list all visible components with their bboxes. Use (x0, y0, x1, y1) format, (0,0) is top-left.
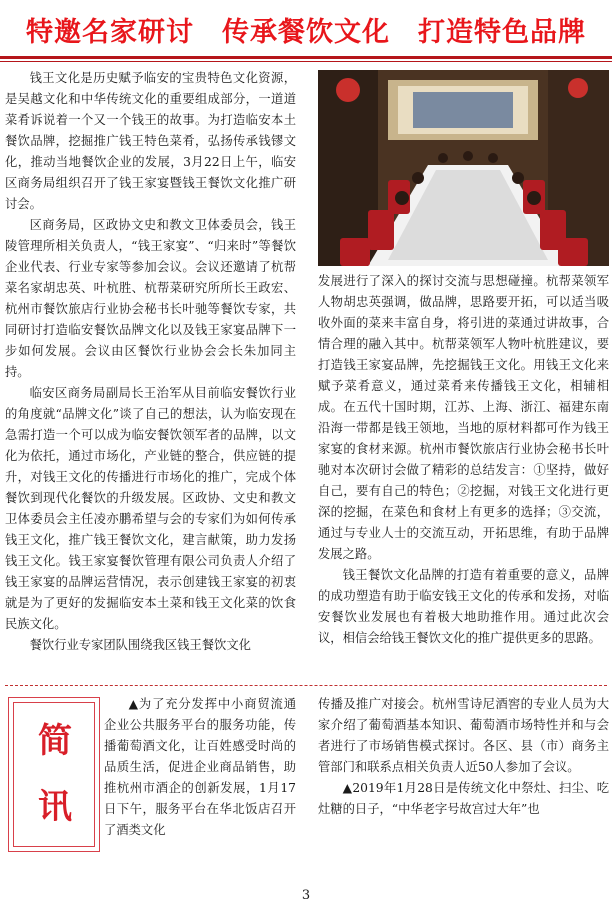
headline-part-1: 特邀名家研讨 (26, 17, 194, 48)
news-item: ▲2019年1月28日是传统文化中祭灶、扫尘、吃灶糖的日子，“中华老字号故宫过大年”也 (318, 781, 609, 816)
news-brief-char-2: 讯 (38, 787, 72, 827)
headline-part-2: 传承餐饮文化 (222, 17, 390, 48)
news-brief-label (8, 697, 100, 852)
article-paragraph: 区商务局，区政协文史和教文卫体委员会，钱王陵管理所相关负责人，“钱王家宴”、“归来时”等餐饮企业代表、行业专家等参加会议。会议还邀请了杭帮菜名家胡忠英、叶杭胜、杭帮菜研究所所长王政宏、杭州市餐饮旅店行业协会秘书长叶驰等餐饮专家，共同研讨打造临安餐饮品牌文化以及钱王家宴品牌下一步如何发展。会议由区餐饮行业协会会长朱加同主持。 (5, 218, 296, 379)
news-brief-label-frame (13, 702, 95, 847)
article-paragraph: 钱王餐饮文化品牌的打造有着重要的意义，品牌的成功塑造有助于临安钱王文化的传承和发扬，对临安餐饮业发展也有着极大地助推作用。通过此次会议，相信会给钱王餐饮文化的推广提供更多的思路。 (318, 568, 609, 645)
meeting-room-photo-icon (318, 70, 609, 266)
article-paragraph: 发展进行了深入的探讨交流与思想碰撞。杭帮菜领军人物胡忠英强调，做品牌，思路要开拓，可以适当吸收外面的菜来丰富自身，将引进的菜通过讲故事，合情合理的融入其中。杭帮菜领军人物叶杭胜建议，要打造钱王家宴品牌，先挖掘钱王文化。用钱王文化来赋予菜肴意义，通过菜肴来传播钱王文化，相辅相成。在五代十国时期，江苏、上海、浙江、福建东南沿海一带都是钱王领地，当地的原材料都可作为钱王家宴的食材来源。杭州市餐饮旅店行业协会秘书长叶驰对本次研讨会做了精彩的总结发言：①坚持，做好自己，要有自己的特色；②挖掘，对钱王文化进行更深的挖掘，在菜色和食材上有更多的选择；③交流，通过与专业人士的交流互动，开拓思维，有助于品牌发展之路。 (318, 274, 609, 561)
headline (0, 10, 612, 49)
news-item: ▲为了充分发挥中小商贸流通企业公共服务平台的服务功能，传播葡萄酒文化，让百姓感受时尚的品质生活，促进企业商品销售，助推杭州市酒企的创新发展，1月17日下午，服务平台在华北饭店召开了酒类文化 (104, 697, 296, 837)
page-number: 3 (301, 888, 311, 903)
headline-part-3: 打造特色品牌 (418, 17, 586, 48)
headline-rule (0, 56, 612, 59)
news-column-b (318, 694, 609, 820)
news-item: 传播及推广对接会。杭州雪诗尼酒窖的专业人员为大家介绍了葡萄酒基本知识、葡萄酒市场特性并和与会者进行了市场销售模式探讨。各区、县（市）商务主管部门和联系点相关负责人近50人参加了会议。 (318, 697, 609, 774)
news-column-a (104, 694, 296, 841)
section-divider (5, 685, 607, 686)
news-brief-char-1: 简 (38, 721, 72, 761)
article-left-column (5, 68, 296, 656)
meeting-photo (318, 70, 609, 266)
article-paragraph: 餐饮行业专家团队围绕我区钱王餐饮文化 (29, 638, 251, 652)
headline-rule-thin (0, 61, 612, 62)
article-paragraph: 临安区商务局副局长王治军从目前临安餐饮行业的角度就“品牌文化”谈了自己的想法，认为临安现在急需打造一个可以成为临安餐饮领军者的品牌，以文化为依托，通过市场化，产业链的整合，供应链的提升，对钱王文化的传播进行市场化的推广，完成个体餐饮到现代化餐饮的升级发展。区政协、文史和教文卫体委员会主任凌亦鹏希望与会的专家们为如何传承钱王文化，推广钱王餐饮文化，建言献策，助力发扬钱王文化。钱王家宴餐饮管理有限公司负责人介绍了钱王家宴的品牌运营情况，表示创建钱王家宴的初衷就是为了更好的发掘临安本土菜和钱王文化菜的饮食民族文化。 (5, 386, 296, 631)
article-paragraph: 钱王文化是历史赋予临安的宝贵特色文化资源，是吴越文化和中华传统文化的重要组成部分，一道道菜肴诉说着一个又一个钱王的故事。为打造临安本土餐饮品牌，挖掘推广钱王特色菜肴，弘扬传承钱镠文化，推动当地餐饮企业的发展，3月22日上午，临安区商务局组织召开了钱王家宴暨钱王餐饮文化推广研讨会。 (5, 71, 296, 211)
article-right-column (318, 271, 609, 649)
